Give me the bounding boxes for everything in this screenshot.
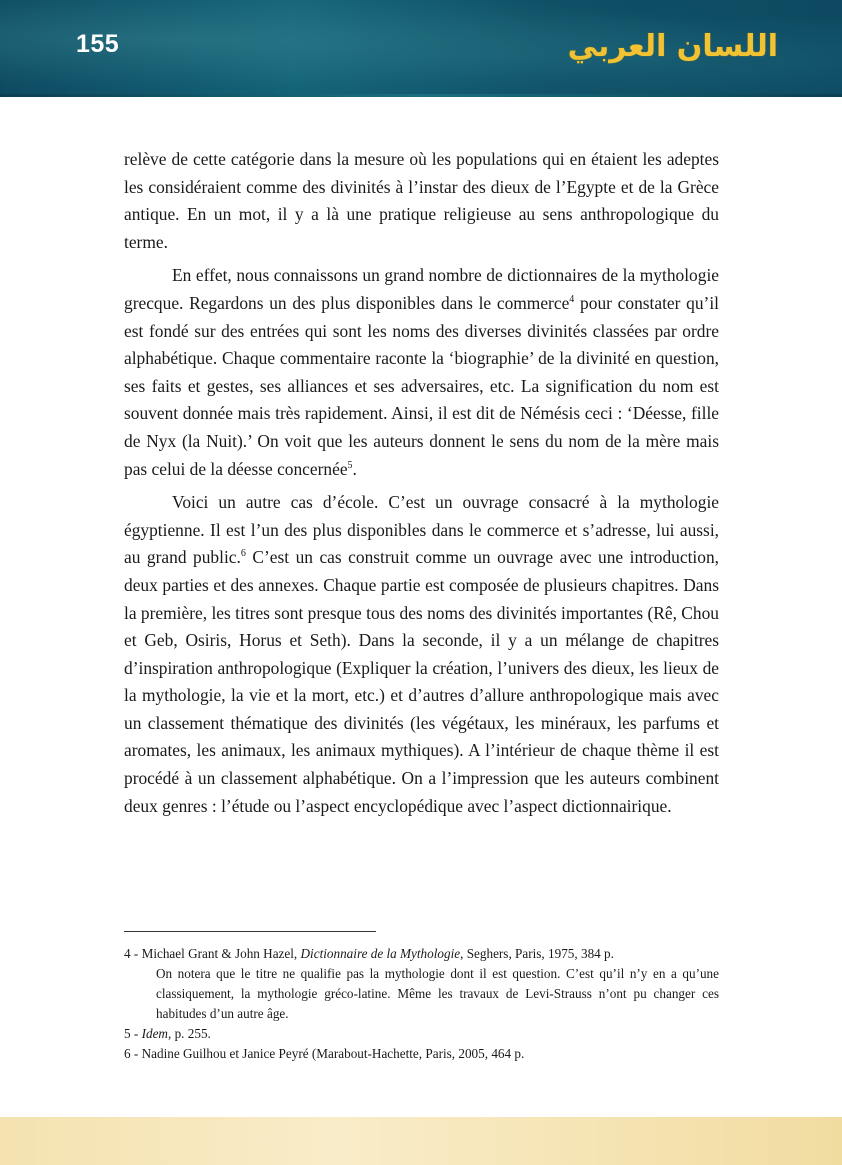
- footnote-ref: 4: [569, 294, 575, 306]
- article-body: [124, 146, 719, 826]
- footnote-4: [124, 944, 719, 964]
- footnote-title: Dictionnaire de la Mythologie: [300, 946, 461, 961]
- footnote-6: [124, 1044, 719, 1064]
- footnote-title: Idem: [141, 1026, 168, 1041]
- footnote-4-note: On notera que le titre ne qualifie pas la mythologie dont il est question. C’est qu’il n’y en a qu’une classiquement, la mythologie gréco-latine. Même les travaux de Levi-Strauss n’ont pu changer ces habitudes d’un autre âge.: [156, 966, 719, 1021]
- paragraph-text: C’est un cas construit comme un ouvrage avec une introduction, deux parties et des annexes. Chaque partie est composée de plusieurs chapitres. Dans la première, les titres sont presque tous des noms des divinités importantes (Rê, Chou et Geb, Osiris, Horus et Seth). Dans la seconde, il y a un mélange de chapitres d’inspiration anthropologique (Expliquer la création, l’univers des dieux, les lieux de la mythologie, la vie et la mort, etc.) et d’autres d’allure anthropologique mais avec un classement thématique des divinités (les végétaux, les minéraux, les parfums et aromates, les animaux, les animaux mythiques). A l’intérieur de chaque thème il est procédé à un classement alphabétique. On a l’impression que les auteurs combinent deux genres : l’étude ou l’aspect encyclopédique avec l’aspect dictionnairique.: [124, 547, 719, 816]
- journal-logo: [567, 24, 778, 74]
- header-band: [0, 94, 842, 97]
- footnote-number: 6 -: [124, 1046, 142, 1061]
- footnotes: [124, 944, 719, 1064]
- paragraph: [124, 489, 719, 820]
- page-number: 155: [76, 30, 120, 58]
- footnote-5: [124, 1024, 719, 1044]
- paragraph: [124, 262, 719, 483]
- paragraph: relève de cette catégorie dans la mesure où les populations qui en étaient les adeptes les considéraient comme des divinités à l’instar des dieux de l’Egypte et de la Grèce antique. En un mot, il y a là une pratique religieuse au sens anthropologique du terme.: [124, 149, 719, 252]
- paragraph-text: En effet, nous connaissons un grand nombre de dictionnaires de la mythologie grecque. Regardons un des plus disponibles dans le commerce: [124, 265, 719, 313]
- footnote-rest: , Seghers, Paris, 1975, 384 p.: [460, 946, 614, 961]
- footnote-text: Nadine Guilhou et Janice Peyré (Marabout-Hachette, Paris, 2005, 464 p.: [141, 1046, 525, 1061]
- footnote-number: 5 -: [124, 1026, 142, 1041]
- paragraph-text: Voici un autre cas d’école. C’est un ouvrage consacré à la mythologie égyptienne. Il est l’un des plus disponibles dans le commerce et s’adresse, lui aussi, au grand public.: [124, 492, 719, 568]
- footnote-authors: Michael Grant & John Hazel,: [141, 946, 301, 961]
- page-header: [0, 0, 842, 97]
- footnote-ref: 6: [240, 548, 246, 560]
- page-footer-band: [0, 1117, 842, 1165]
- journal-logo-text: اللسان العربي: [567, 29, 778, 64]
- paragraph-text: pour constater qu’il est fondé sur des entrées qui sont les noms des diverses divinités classées par ordre alphabétique. Chaque commentaire raconte la ‘biographie’ de la divinité en question, ses faits et gestes, ses alliances et ses adversaires, etc. La signification du nom est souvent donnée mais très rapidement. Ainsi, il est dit de Némésis ceci : ‘Déesse, fille de Nyx (la Nuit).’ On voit que les auteurs donnent le sens du nom de la mère mais pas celui de la déesse concernée: [124, 292, 720, 479]
- footnote-number: 4 -: [124, 946, 142, 961]
- paragraph-text: .: [352, 458, 357, 479]
- footnote-ref: 5: [347, 459, 353, 471]
- footnote-divider: [124, 931, 376, 932]
- footnote-rest: , p. 255.: [167, 1026, 211, 1041]
